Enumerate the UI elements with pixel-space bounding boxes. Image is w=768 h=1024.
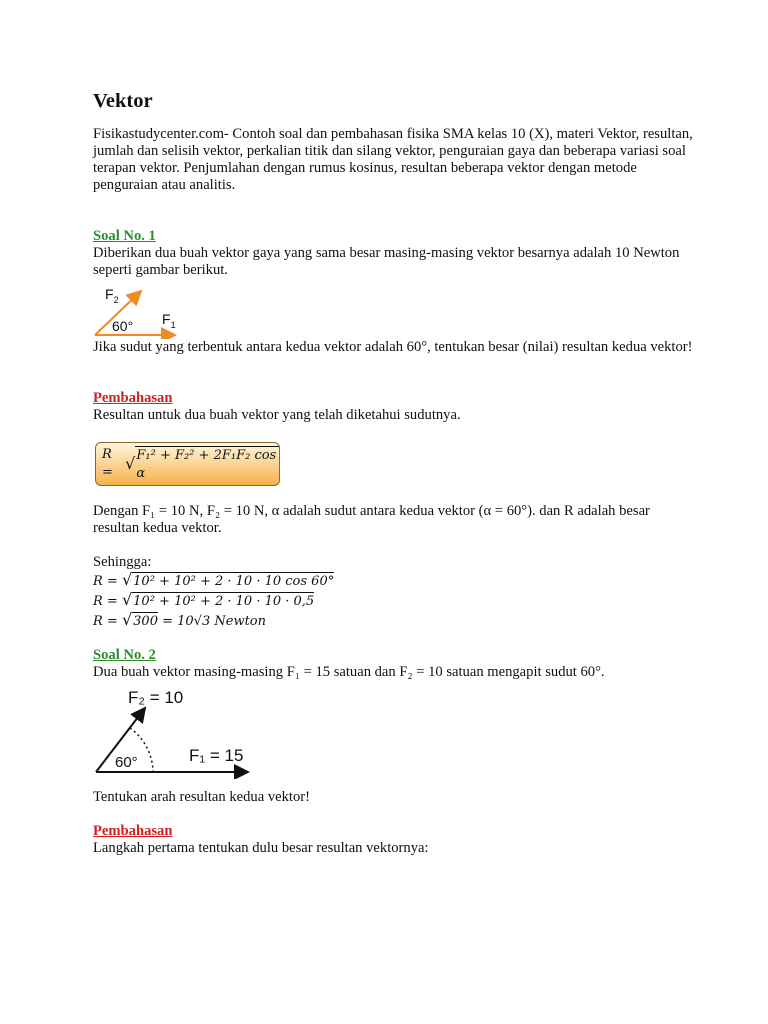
- soal-1-text: Diberikan dua buah vektor gaya yang sama besar masing-masing vektor besarnya adalah 10 Newton seperti gambar berikut.: [93, 245, 680, 278]
- f1-subscript: 1: [170, 320, 176, 330]
- pembahasan-2-heading: Pembahasan: [93, 823, 173, 839]
- soal-1-heading: Soal No. 1: [93, 228, 156, 244]
- pembahasan-1-text: Resultan untuk dua buah vektor yang telah diketahui sudutnya.: [93, 407, 461, 423]
- formula-radicand: F₁² + F₂² + 2F₁F₂ cos α: [135, 446, 279, 483]
- f1-label-2: F₁ = 15: [189, 746, 244, 765]
- f2-label-2: F₂ = 10: [128, 688, 184, 707]
- sehingga-label: Sehingga:: [93, 554, 152, 570]
- angle-label: 60°: [112, 318, 134, 334]
- pembahasan-1-heading: Pembahasan: [93, 390, 173, 406]
- soal-1-question: Jika sudut yang terbentuk antara kedua vektor adalah 60°, tentukan besar (nilai) resultan kedua vektor!: [93, 339, 693, 355]
- page-title: Vektor: [93, 90, 153, 112]
- f1-label: F: [162, 311, 171, 327]
- f2-label: F: [105, 286, 114, 302]
- angle-label-2: 60°: [115, 754, 138, 771]
- calculation-step-1: R = √10² + 10² + 2 · 10 · 10 cos 60°: [93, 570, 335, 589]
- document-page: [93, 88, 693, 857]
- svg-text:F2: [105, 286, 119, 305]
- calculation-step-2: R = √10² + 10² + 2 · 10 · 10 · 0,5: [93, 590, 315, 609]
- soal-2-text: Dua buah vektor masing-masing F₁ = 15 satuan dan F₂ = 10 satuan mengapit sudut 60°.: [93, 664, 605, 680]
- intro-paragraph: Fisikastudycenter.com- Contoh soal dan pembahasan fisika SMA kelas 10 (X), materi Vektor, resultan, jumlah dan selisih vektor, perkalian titik dan silang vektor, penguraian gaya dan beberapa variasi soal terapan vektor. Penjumlahan dengan rumus kosinus, resultan beberapa vektor dengan metode penguraian atau analitis.: [93, 126, 693, 193]
- resultant-formula-box: R = √ F₁² + F₂² + 2F₁F₂ cos α: [95, 442, 280, 486]
- f2-subscript: 2: [113, 295, 119, 305]
- soal-2-question: Tentukan arah resultan kedua vektor!: [93, 789, 310, 805]
- calculation-step-3: R = √300 = 10√3 Newton: [93, 610, 266, 629]
- pembahasan-2-text: Langkah pertama tentukan dulu besar resultan vektornya:: [93, 840, 429, 856]
- pembahasan-1-explanation: Dengan F₁ = 10 N, F₂ = 10 N, α adalah sudut antara kedua vektor (α = 60°). dan R adalah besar resultan kedua vektor.: [93, 503, 650, 536]
- svg-text:F1: [162, 311, 176, 330]
- formula-lhs: R =: [102, 447, 113, 480]
- soal-1-vector-figure: [93, 281, 193, 339]
- soal-2-vector-figure: [93, 683, 263, 779]
- soal-2-heading: Soal No. 2: [93, 647, 156, 663]
